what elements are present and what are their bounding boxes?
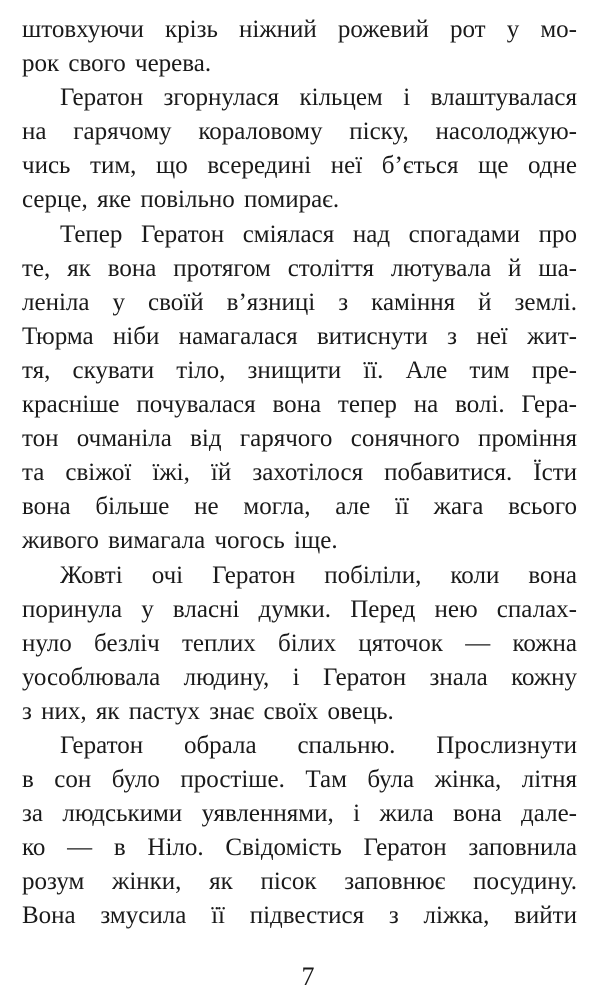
text-line: вона більше не могла, але її жага всього (22, 493, 577, 521)
text-line: нуло безліч теплих білих цяточок — кожна (22, 629, 577, 657)
text-line: живого вимагала чогось іще. (22, 527, 338, 555)
text-line: розум жінки, як пісок заповнює посудину. (22, 868, 577, 896)
text-line: серце, яке повільно помирає. (22, 186, 340, 214)
text-line: в сон було простіше. Там була жінка, літня (22, 766, 577, 794)
text-line: леніла у своїй в’язниці з каміння й землі. (22, 288, 577, 316)
text-line: рок свого черева. (22, 50, 212, 78)
text-line: уособлювала людину, і Гератон знала кожну (22, 663, 577, 691)
text-line: на гарячому кораловому піску, насолоджую- (22, 118, 577, 146)
text-line: та свіжої їжі, їй захотілося побавитися. Їсти (22, 459, 577, 487)
text-line: Жовті очі Гератон побіліли, коли вона (60, 561, 577, 589)
text-line: з них, як пастух знає своїх овець. (22, 697, 394, 725)
text-line: ко — в Ніло. Свідомість Гератон заповнила (22, 834, 577, 862)
text-line: тя, скувати тіло, знищити її. Але тим пре- (22, 356, 577, 384)
body-text (22, 13, 577, 934)
text-line: Вона змусила її підвестися з ліжка, вийти (22, 902, 577, 930)
text-line: те, як вона протягом століття лютувала й ша- (22, 254, 577, 282)
page-number: 7 (301, 962, 315, 991)
text-line: за людськими уявленнями, і жила вона дале- (22, 800, 577, 828)
text-line: красніше почувалася вона тепер на волі. Гера- (22, 391, 577, 419)
text-line: Гератон обрала спальню. Прослизнути (60, 731, 577, 759)
text-line: Тюрма ніби намагалася витиснути з неї жит- (22, 322, 577, 350)
text-line: штовхуючи крізь ніжний рожевий рот у мо- (22, 16, 577, 43)
text-line: поринула у власні думки. Перед нею спалах- (22, 595, 577, 623)
text-line: тон очманіла від гарячого сонячного проміння (22, 425, 577, 453)
text-line: Гератон згорнулася кільцем і влаштувалася (60, 84, 577, 112)
text-line: Тепер Гератон сміялася над спогадами про (60, 220, 577, 248)
text-line: чись тим, що всередині неї б’ється ще одне (22, 152, 577, 180)
